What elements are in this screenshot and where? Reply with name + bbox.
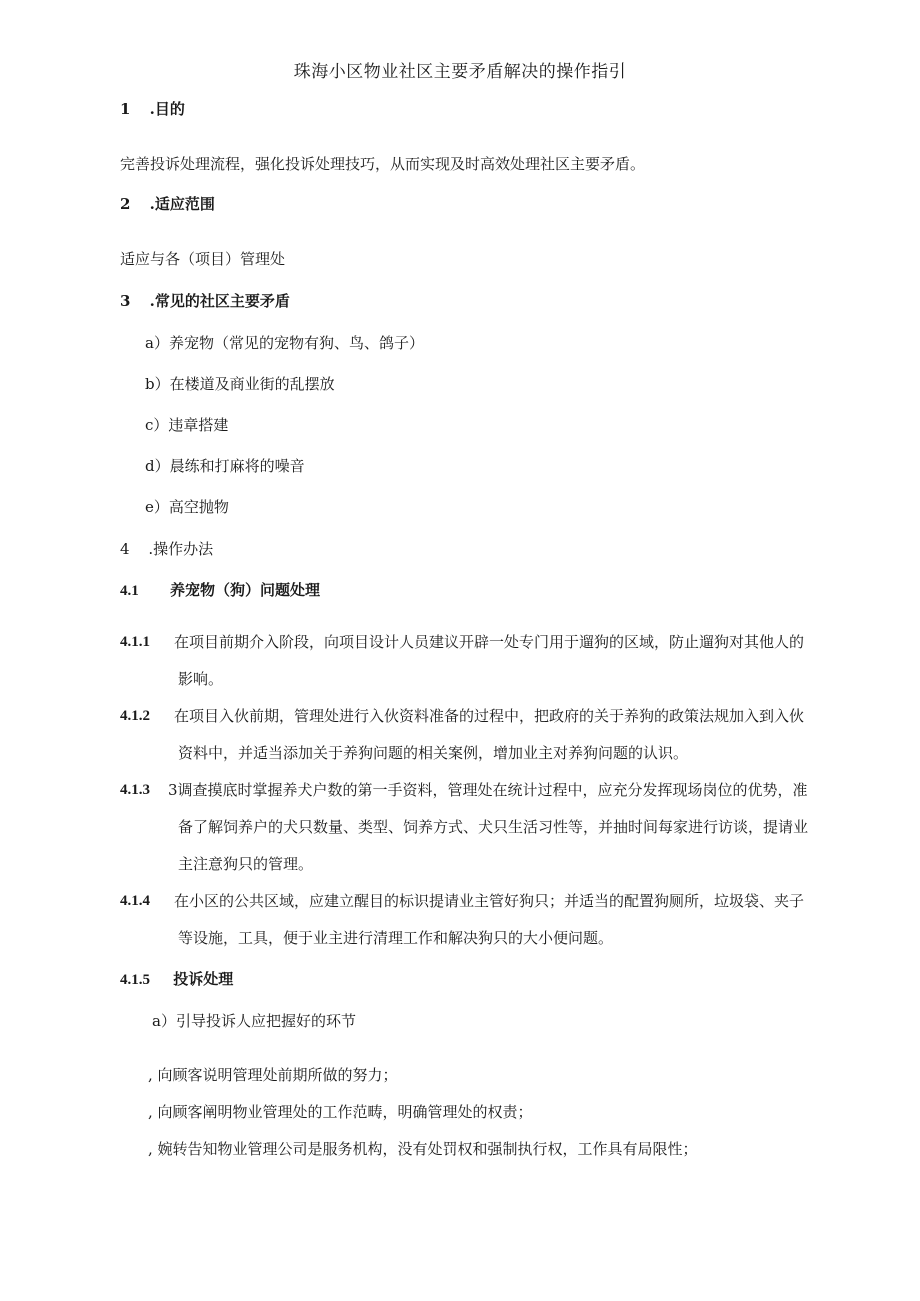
section-1-number: 1 (120, 100, 131, 118)
section-1-body: 完善投诉处理流程，强化投诉处理技巧，从而实现及时高效处理社区主要矛盾。 (120, 155, 646, 173)
section-2-heading (120, 193, 215, 214)
clause-number: 4.1.2 (120, 708, 150, 724)
complaint-point: , 向顾客阐明物业管理处的工作范畴，明确管理处的权责； (148, 1103, 533, 1121)
clause-number: 4.1.4 (120, 893, 150, 909)
section-2-title: .适应范围 (149, 195, 215, 213)
section-3-title: .常见的社区主要矛盾 (149, 292, 290, 310)
clause-4-1-2 (120, 698, 830, 772)
complaint-subitem: a）引导投诉人应把握好的环节 (152, 1012, 356, 1030)
section-1-title: .目的 (149, 100, 185, 118)
section-4-title: .操作办法 (148, 540, 214, 558)
section-1-heading (120, 98, 185, 119)
clause-4-1-5-number: 4.1.5 (120, 972, 150, 988)
clause-4-1-4 (120, 883, 830, 957)
section-3-item: c）违章搭建 (145, 416, 229, 434)
clause-line: 主注意狗只的管理。 (178, 855, 314, 873)
clause-line: 在项目前期介入阶段，向项目设计人员建议开辟一处专门用于遛狗的区域，防止遛狗对其他人的 (174, 633, 805, 651)
clause-line: 资料中，并适当添加关于养狗问题的相关案例，增加业主对养狗问题的认识。 (178, 744, 689, 762)
document-title: 珠海小区物业社区主要矛盾解决的操作指引 (293, 62, 627, 82)
clause-number: 4.1.3 (120, 782, 150, 798)
complaint-point: , 婉转告知物业管理公司是服务机构，没有处罚权和强制执行权，工作具有局限性； (148, 1140, 698, 1158)
subsection-4-1-number: 4.1 (120, 583, 139, 599)
clause-4-1-1 (120, 624, 830, 698)
subsection-4-1-title: 养宠物（狗）问题处理 (169, 581, 320, 599)
section-3-heading (120, 290, 290, 311)
clause-line: 在小区的公共区域，应建立醒目的标识提请业主管好狗只；并适当的配置狗厕所，垃圾袋、夹子 (174, 892, 805, 910)
clause-line: 在项目入伙前期，管理处进行入伙资料准备的过程中，把政府的关于养狗的政策法规加入到入伙 (174, 707, 805, 725)
subsection-4-1-heading (120, 579, 320, 600)
section-3-item: d）晨练和打麻将的噪音 (145, 457, 305, 475)
section-2-body: 适应与各（项目）管理处 (120, 250, 286, 268)
section-3-item: a）养宠物（常见的宠物有狗、鸟、鸽子） (145, 334, 424, 352)
clause-line: 3调查摸底时掌握养犬户数的第一手资料，管理处在统计过程中，应充分发挥现场岗位的优势，准 (168, 781, 808, 799)
section-4-number: 4 (120, 540, 130, 558)
clause-4-1-5-heading (120, 968, 233, 989)
section-3-item: b）在楼道及商业街的乱摆放 (145, 375, 335, 393)
section-4-heading (120, 538, 213, 559)
clause-4-1-5-title: 投诉处理 (173, 970, 234, 988)
section-2-number: 2 (120, 195, 131, 213)
clause-4-1-3 (120, 772, 830, 883)
section-3-item: e）高空抛物 (145, 498, 229, 516)
clause-number: 4.1.1 (120, 634, 150, 650)
section-3-number: 3 (120, 292, 131, 310)
complaint-point: , 向顾客说明管理处前期所做的努力； (148, 1066, 398, 1084)
clause-line: 备了解饲养户的犬只数量、类型、饲养方式、犬只生活习性等，并抽时间每家进行访谈，提请业 (178, 818, 809, 836)
clause-line: 影响。 (178, 670, 224, 688)
clause-line: 等设施，工具，便于业主进行清理工作和解决狗只的大小便问题。 (178, 929, 614, 947)
